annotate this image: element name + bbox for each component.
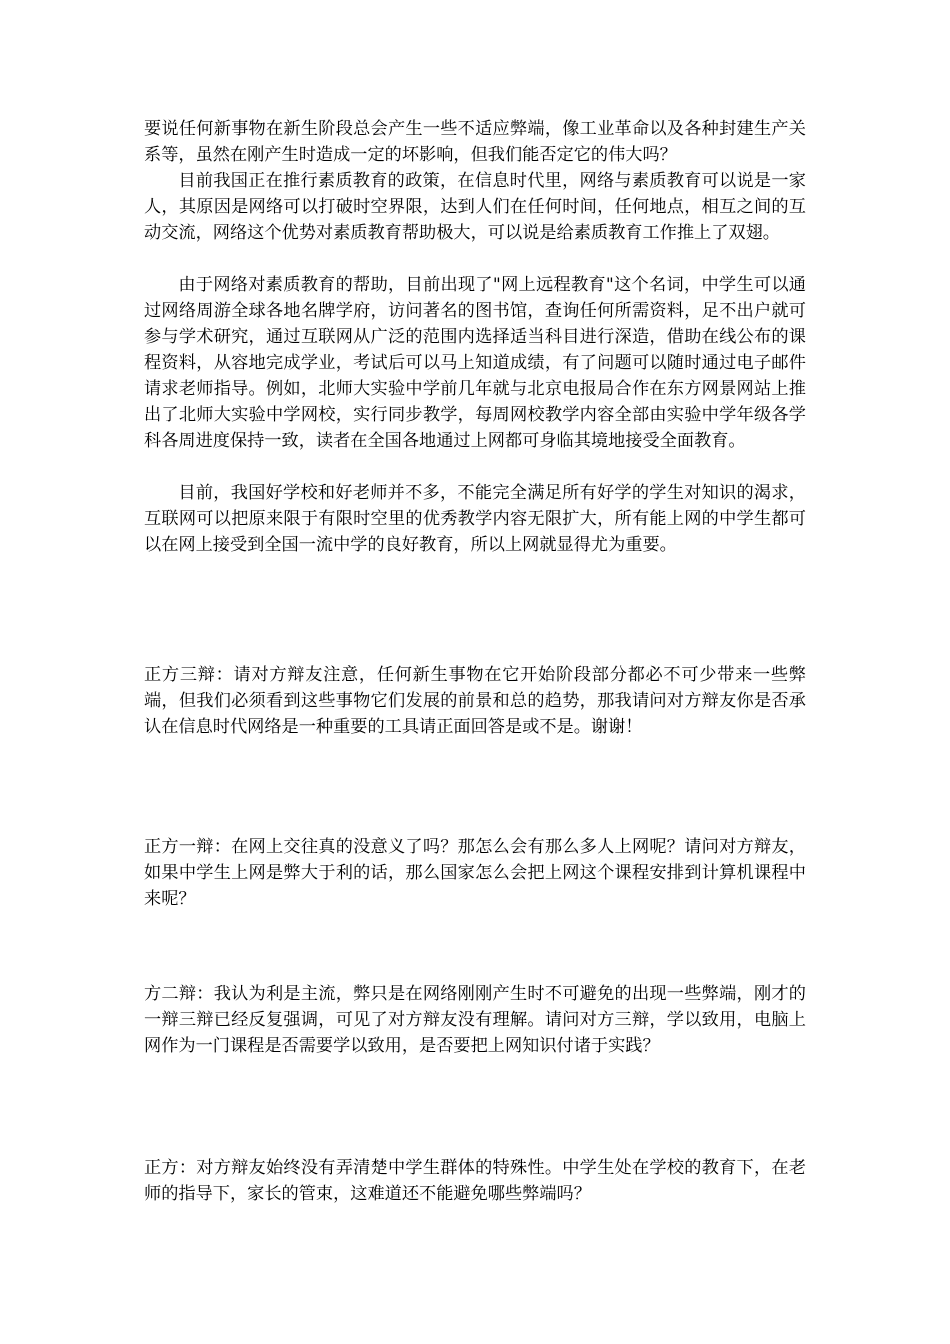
paragraph-first-debater: 正方一辩：在网上交往真的没意义了吗？那怎么会有那么多人上网呢？请问对方辩友，如果中学生上网是弊大于利的话，那么国家怎么会把上网这个课程安排到计算机课程中来呢？ [144,837,806,909]
paragraph-affirmative: 正方：对方辩友始终没有弄清楚中学生群体的特殊性。中学生处在学校的教育下，在老师的指导下，家长的管束，这难道还不能避免哪些弊端吗？ [144,1158,806,1204]
paragraph-second-debater: 方二辩：我认为利是主流，弊只是在网络刚刚产生时不可避免的出现一些弊端，刚才的一辩三辩已经反复强调，可见了对方辩友没有理解。请问对方三辩，学以致用，电脑上网作为一门课程是否需要学以致用，是否要把上网知识付诸于实践？ [144,984,806,1056]
paragraph-remote-education: 由于网络对素质教育的帮助，目前出现了"网上远程教育"这个名词，中学生可以通过网络周游全球各地名牌学府，访问著名的图书馆，查询任何所需资料，足不出户就可参与学术研究，通过互联网从广泛的范围内选择适当科目进行深造，借助在线公布的课程资料，从容地完成学业，考试后可以马上知道成绩，有了问题可以随时通过电子邮件请求老师指导。例如，北师大实验中学前几年就与北京电报局合作在东方网景网站上推出了北师大实验中学网校，实行同步教学，每周网校教学内容全部由实验中学年级各学科各周进度保持一致，读者在全国各地通过上网都可身临其境地接受全面教育。 [144,275,806,451]
paragraph-quality-education: 目前我国正在推行素质教育的政策，在信息时代里，网络与素质教育可以说是一家人，其原因是网络可以打破时空界限，达到人们在任何时间，任何地点，相互之间的互动交流，网络这个优势对素质教育帮助极大，可以说是给素质教育工作推上了双翅。 [144,171,806,243]
paragraph-good-schools: 目前，我国好学校和好老师并不多，不能完全满足所有好学的学生对知识的渴求，互联网可以把原来限于有限时空里的优秀教学内容无限扩大，所有能上网的中学生都可以在网上接受到全国一流中学的良好教育，所以上网就显得尤为重要。 [144,483,806,555]
paragraph-third-debater: 正方三辩：请对方辩友注意，任何新生事物在它开始阶段部分都必不可少带来一些弊端，但我们必须看到这些事物它们发展的前景和总的趋势，那我请问对方辩友你是否承认在信息时代网络是一种重要的工具请正面回答是或不是。谢谢！ [144,665,806,737]
paragraph-intro: 要说任何新事物在新生阶段总会产生一些不适应弊端，像工业革命以及各种封建生产关系等，虽然在刚产生时造成一定的坏影响，但我们能否定它的伟大吗？ [144,119,806,165]
